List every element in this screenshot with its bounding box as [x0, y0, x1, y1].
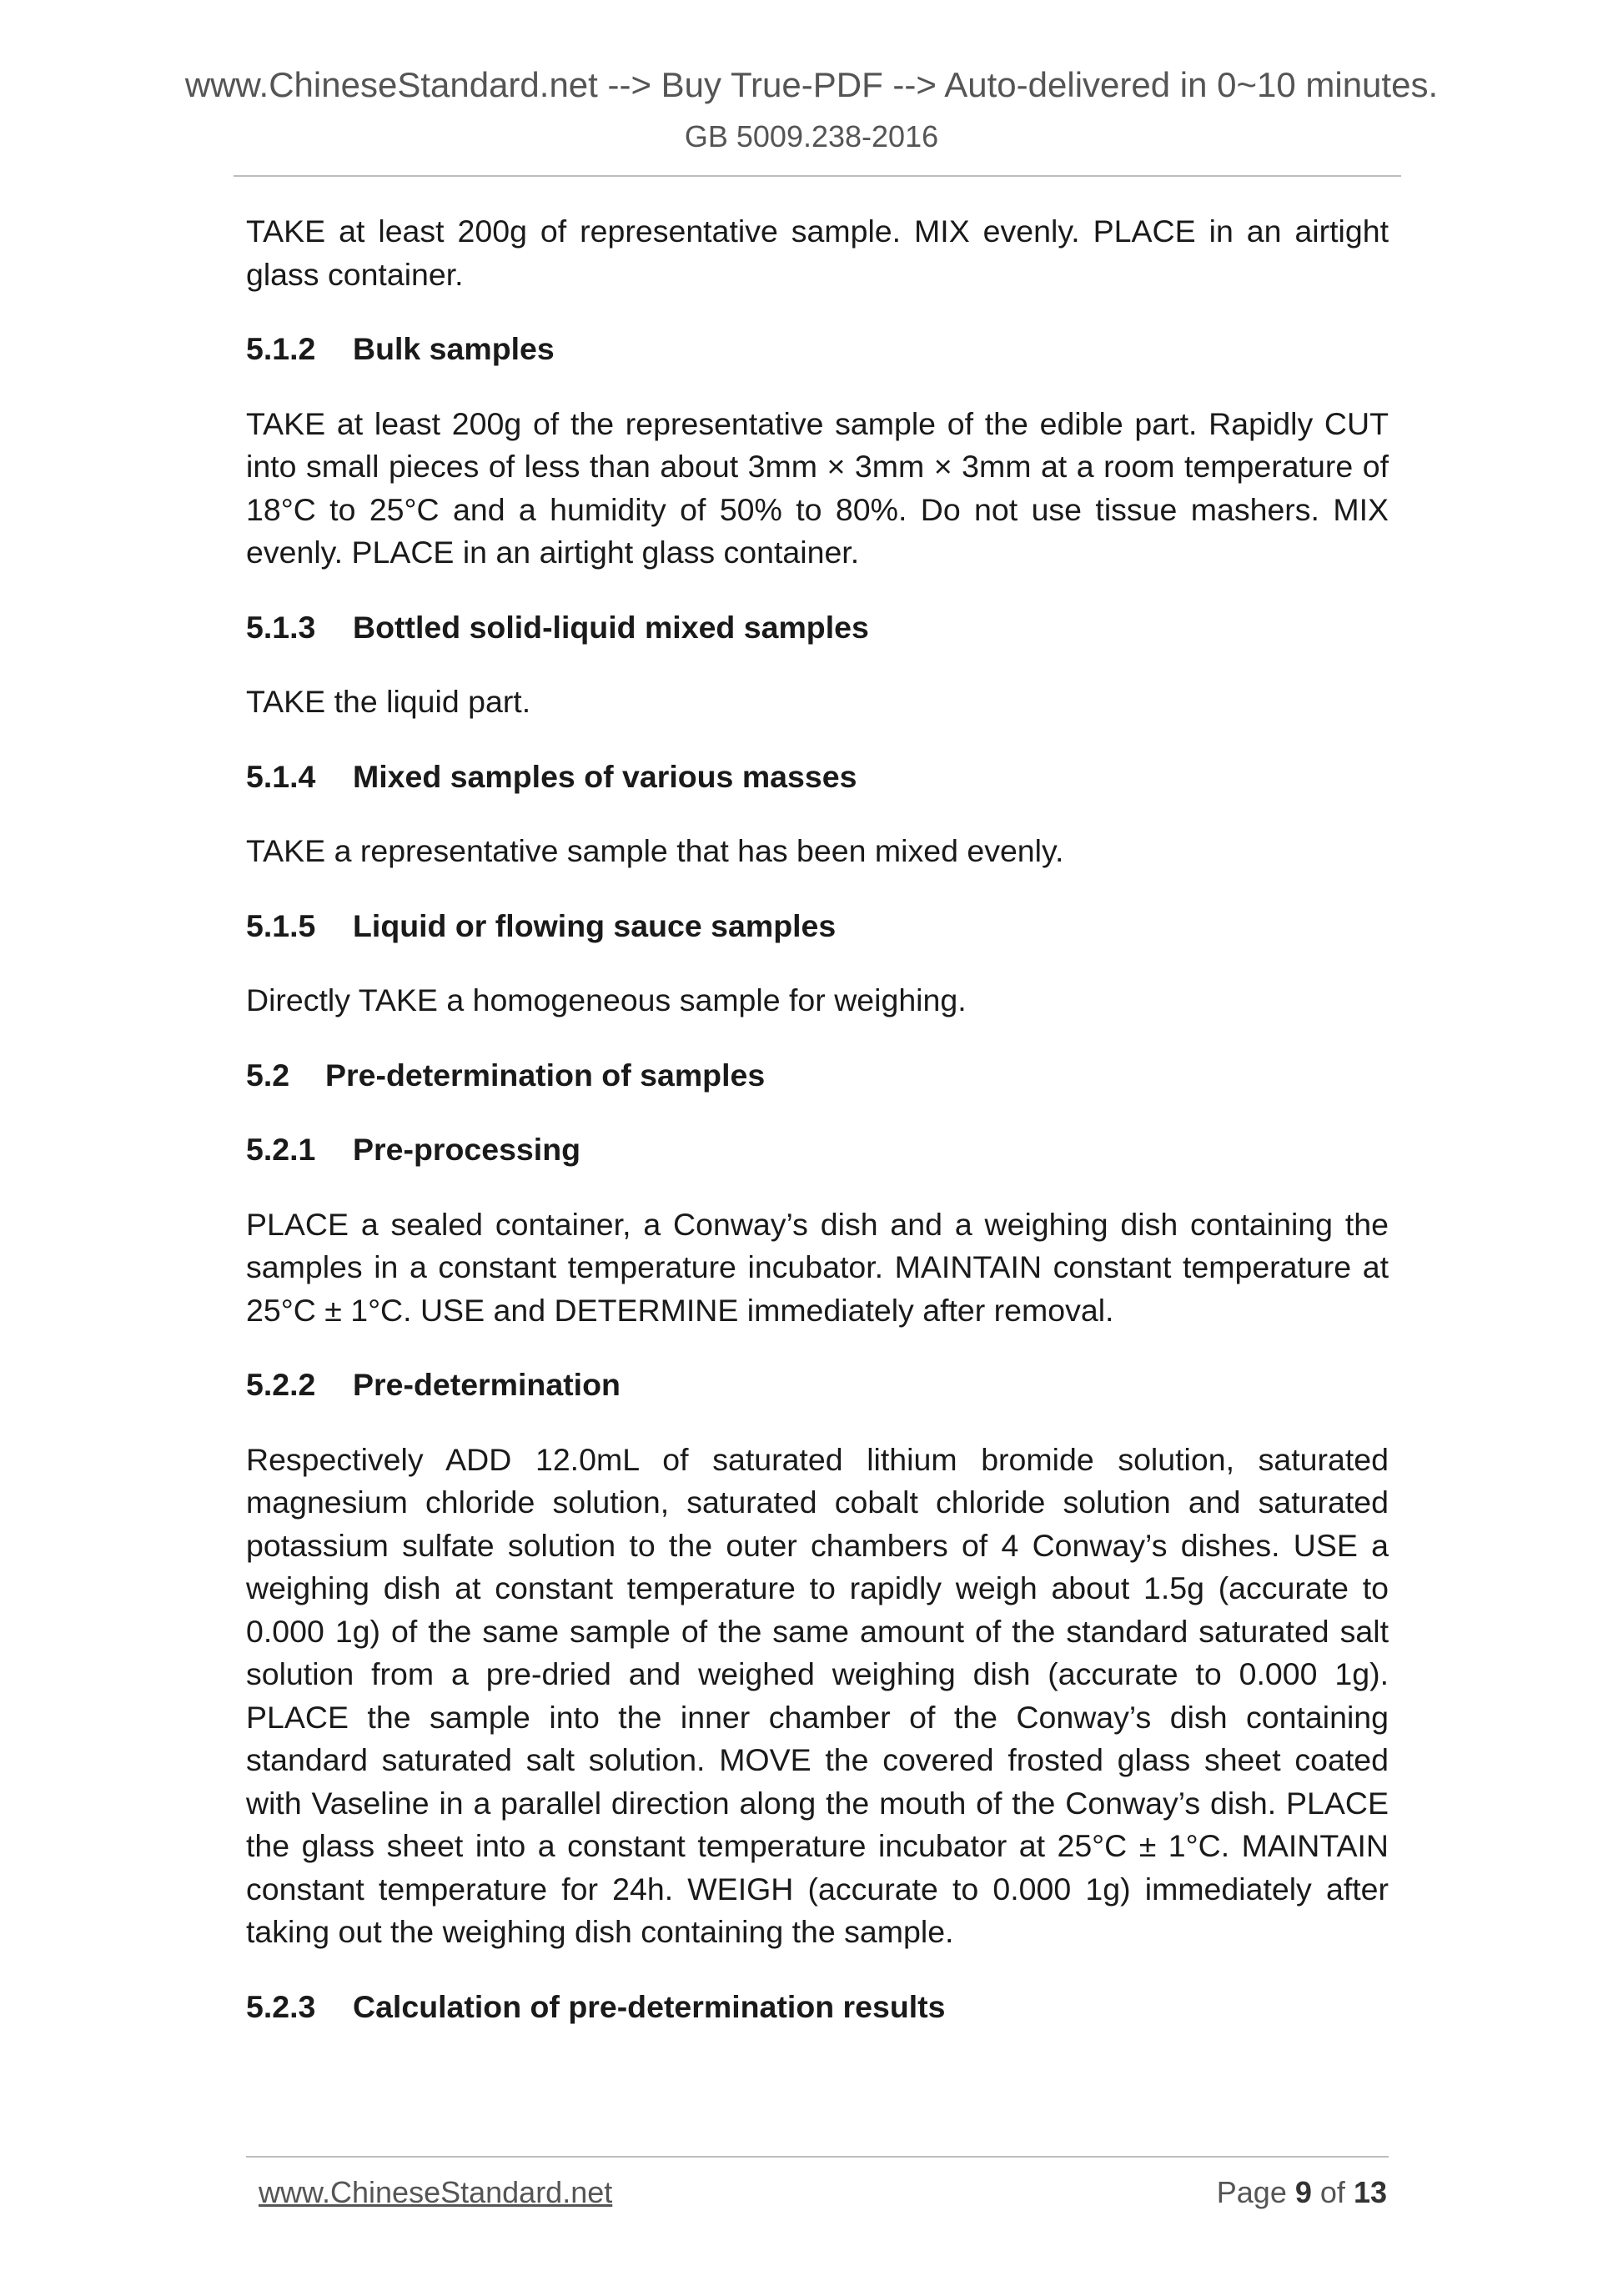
section-title: Mixed samples of various masses: [353, 758, 857, 794]
section-text-5-1-5: Directly TAKE a homogeneous sample for weighing.: [246, 982, 967, 1017]
page-word: Page: [1216, 2175, 1287, 2209]
section-heading-5-1-5: [246, 905, 1389, 948]
section-text-5-1-3: TAKE the liquid part.: [246, 684, 531, 719]
section-title: Calculation of pre-determination results: [353, 1988, 946, 2024]
page-total: 13: [1353, 2175, 1387, 2209]
section-title: Bulk samples: [353, 331, 555, 366]
standard-code: GB 5009.238-2016: [684, 119, 939, 153]
footer-divider: [246, 2156, 1389, 2158]
section-heading-5-1-3: [246, 606, 1389, 650]
section-number: 5.2.3: [246, 1988, 316, 2024]
section-heading-5-1-4: [246, 756, 1389, 799]
section-number: 5.2.1: [246, 1132, 316, 1167]
header-divider: [234, 175, 1401, 177]
section-number: 5.1.2: [246, 331, 316, 366]
section-text-5-2-2: Respectively ADD 12.0mL of saturated lithium bromide solution, saturated magnesium chloride solution, saturated cobalt chloride solution and saturated potassium sulfate solution to the outer chambers of 4 Conway’s dishes. USE a weighing dish at constant temperature to rapidly weigh about 1.5g (accurate to 0.000 1g) of the same sample of the same amount of the standard saturated salt solution from a pre-dried and weighed weighing dish (accurate to 0.000 1g). PLACE the sample into the inner chamber of the Conway’s dish containing standard saturated salt solution. MOVE the covered frosted glass sheet coated with Vaseline in a parallel direction along the mouth of the Conway’s dish. PLACE the glass sheet into a constant temperature incubator at 25°C ± 1°C. MAINTAIN constant temperature for 24h. WEIGH (accurate to 0.000 1g) immediately after taking out the weighing dish containing the sample.: [246, 1441, 1389, 1949]
intro-paragraph: TAKE at least 200g of representative sample. MIX evenly. PLACE in an airtight glass container.: [246, 214, 1389, 292]
section-title: Bottled solid-liquid mixed samples: [353, 609, 869, 645]
section-heading-5-2: [246, 1054, 1389, 1098]
page-of: of: [1319, 2175, 1345, 2209]
section-heading-5-2-1: [246, 1128, 1389, 1172]
section-heading-5-2-3: [246, 1986, 1389, 2029]
section-heading-5-1-2: [246, 328, 1389, 371]
page-current: 9: [1294, 2175, 1312, 2209]
section-number: 5.1.4: [246, 758, 316, 794]
section-number: 5.2: [246, 1057, 290, 1093]
section-text-5-2-1: PLACE a sealed container, a Conway’s dish and a weighing dish containing the samples in a constant temperature incubator. MAINTAIN constant temperature at 25°C ± 1°C. USE and DETERMINE immediately after removal.: [246, 1206, 1389, 1328]
section-heading-5-2-2: [246, 1364, 1389, 1407]
section-number: 5.2.2: [246, 1367, 316, 1402]
header-banner: www.ChineseStandard.net --> Buy True-PDF --> Auto-delivered in 0~10 minutes.: [184, 65, 1439, 104]
section-number: 5.1.3: [246, 609, 316, 645]
page-number: [1217, 2175, 1387, 2210]
section-text-5-1-2: TAKE at least 200g of the representative sample of the edible part. Rapidly CUT into small pieces of less than about 3mm × 3mm × 3mm at a room temperature of 18°C to 25°C and a humidity of 50% to 80%. Do not use tissue mashers. MIX evenly. PLACE in an airtight glass container.: [246, 405, 1389, 570]
footer-site-link[interactable]: www.ChineseStandard.net: [259, 2175, 613, 2209]
section-title: Pre-processing: [353, 1132, 581, 1167]
document-body: [246, 210, 1389, 2060]
section-title: Liquid or flowing sauce samples: [353, 907, 837, 943]
section-title: Pre-determination of samples: [325, 1057, 766, 1093]
section-title: Pre-determination: [353, 1367, 621, 1402]
section-text-5-1-4: TAKE a representative sample that has been mixed evenly.: [246, 833, 1064, 868]
section-number: 5.1.5: [246, 907, 316, 943]
